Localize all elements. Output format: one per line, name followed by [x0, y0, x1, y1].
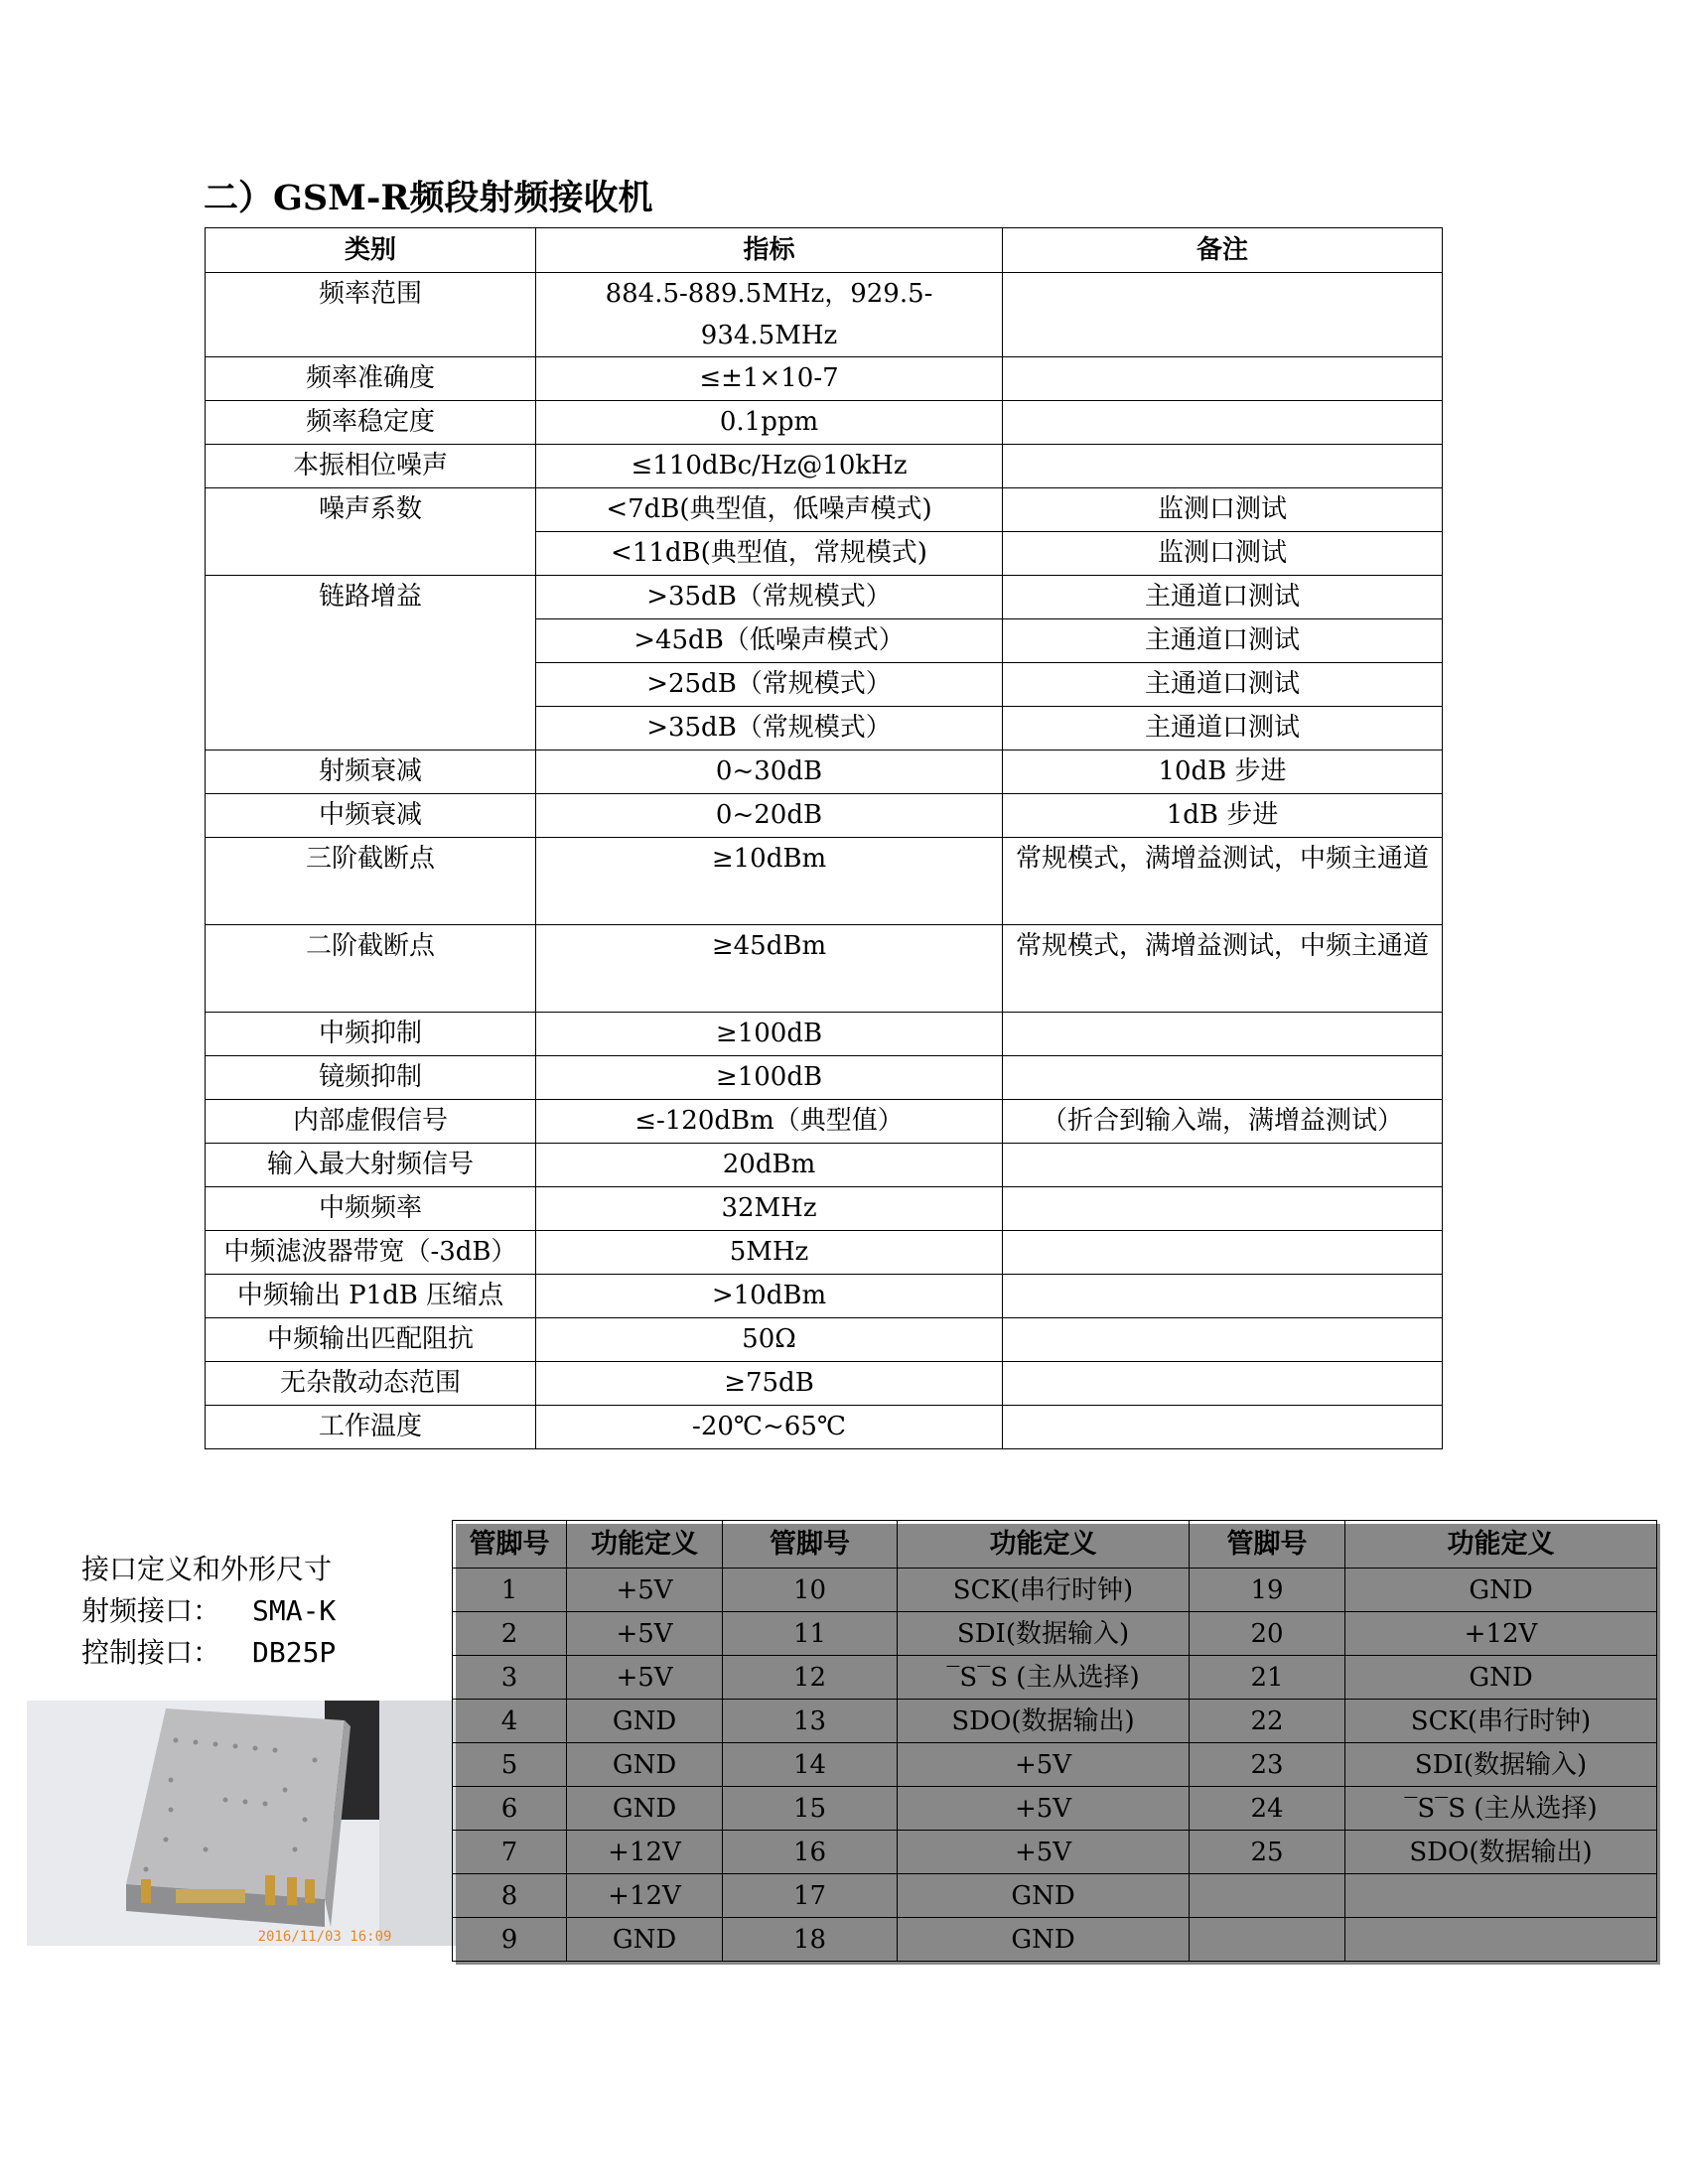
cell-category: 射频衰减 — [206, 751, 536, 794]
pin-row — [453, 1656, 1657, 1700]
cell-note: 主通道口测试 — [1003, 707, 1443, 751]
cell-note: 监测口测试 — [1003, 488, 1443, 532]
table-row — [206, 401, 1443, 445]
cell-spec: ≥45dBm — [536, 925, 1003, 1013]
cell-spec: <7dB(典型值，低噪声模式) — [536, 488, 1003, 532]
cell-pin-function: GND — [1345, 1569, 1657, 1612]
cell-spec: >10dBm — [536, 1275, 1003, 1318]
cell-pin-number — [1190, 1918, 1345, 1962]
cell-pin-function: SDI(数据输入) — [898, 1612, 1190, 1656]
product-photo — [27, 1701, 460, 1946]
table-row — [206, 838, 1443, 925]
cell-category: 二阶截断点 — [206, 925, 536, 1013]
cell-note — [1003, 1318, 1443, 1362]
ctrl-interface-line — [81, 1632, 336, 1674]
cell-spec: 0.1ppm — [536, 401, 1003, 445]
cell-pin-function: ‾S‾S (主从选择) — [1345, 1787, 1657, 1831]
cell-spec: ≥10dBm — [536, 838, 1003, 925]
header-function: 功能定义 — [1345, 1521, 1657, 1569]
cell-category: 无杂散动态范围 — [206, 1362, 536, 1406]
cell-pin-number: 12 — [723, 1656, 898, 1700]
cell-pin-number: 4 — [453, 1700, 567, 1743]
pin-row — [453, 1787, 1657, 1831]
cell-note — [1003, 1144, 1443, 1187]
cell-pin-number: 8 — [453, 1874, 567, 1918]
cell-pin-number: 2 — [453, 1612, 567, 1656]
cell-pin-number: 14 — [723, 1743, 898, 1787]
cell-note — [1003, 1406, 1443, 1449]
rf-interface-label: 射频接口： — [81, 1594, 221, 1627]
cell-category: 频率范围 — [206, 273, 536, 357]
ctrl-interface-label: 控制接口： — [81, 1636, 221, 1669]
cell-spec: 0~30dB — [536, 751, 1003, 794]
cell-category: 中频频率 — [206, 1187, 536, 1231]
rf-interface-line — [81, 1590, 336, 1632]
header-pin: 管脚号 — [1190, 1521, 1345, 1569]
cell-pin-number: 1 — [453, 1569, 567, 1612]
cell-pin-function: SCK(串行时钟) — [1345, 1700, 1657, 1743]
pin-header-row — [453, 1521, 1657, 1569]
cell-pin-function: +5V — [567, 1612, 723, 1656]
cell-spec: >35dB（常规模式） — [536, 576, 1003, 619]
cell-category: 镜频抑制 — [206, 1056, 536, 1100]
pin-table — [452, 1520, 1657, 1962]
cell-pin-number: 20 — [1190, 1612, 1345, 1656]
cell-spec: <11dB(典型值，常规模式) — [536, 532, 1003, 576]
table-row — [206, 273, 1443, 357]
cell-note — [1003, 1275, 1443, 1318]
cell-note: 常规模式，满增益测试，中频主通道 — [1003, 838, 1443, 925]
cell-note — [1003, 1362, 1443, 1406]
cell-category: 中频输出匹配阻抗 — [206, 1318, 536, 1362]
cell-pin-number: 16 — [723, 1831, 898, 1874]
cell-pin-function: GND — [567, 1787, 723, 1831]
table-row — [206, 1275, 1443, 1318]
cell-note — [1003, 357, 1443, 401]
cell-category: 中频输出 P1dB 压缩点 — [206, 1275, 536, 1318]
table-row — [206, 1362, 1443, 1406]
cell-spec: 0~20dB — [536, 794, 1003, 838]
cell-pin-function: +5V — [898, 1743, 1190, 1787]
cell-spec: 50Ω — [536, 1318, 1003, 1362]
cell-note — [1003, 273, 1443, 357]
cell-pin-number: 3 — [453, 1656, 567, 1700]
cell-spec: 32MHz — [536, 1187, 1003, 1231]
cell-pin-number: 11 — [723, 1612, 898, 1656]
cell-category: 中频抑制 — [206, 1013, 536, 1056]
cell-pin-number: 22 — [1190, 1700, 1345, 1743]
table-row — [206, 1013, 1443, 1056]
cell-pin-function: +5V — [567, 1569, 723, 1612]
cell-spec: 20dBm — [536, 1144, 1003, 1187]
rf-interface-value: SMA-K — [252, 1594, 337, 1627]
cell-spec: >35dB（常规模式） — [536, 707, 1003, 751]
pin-row — [453, 1874, 1657, 1918]
cell-category: 链路增益 — [206, 576, 536, 751]
cell-note — [1003, 1187, 1443, 1231]
cell-category: 频率稳定度 — [206, 401, 536, 445]
cell-pin-number: 7 — [453, 1831, 567, 1874]
ctrl-interface-value: DB25P — [252, 1636, 337, 1669]
table-row — [206, 1100, 1443, 1144]
cell-spec: >45dB（低噪声模式） — [536, 619, 1003, 663]
cell-category: 输入最大射频信号 — [206, 1144, 536, 1187]
cell-pin-function — [1345, 1874, 1657, 1918]
cell-pin-function: GND — [898, 1918, 1190, 1962]
cell-pin-function: +5V — [898, 1831, 1190, 1874]
cell-pin-number — [1190, 1874, 1345, 1918]
cell-category: 频率准确度 — [206, 357, 536, 401]
table-row — [206, 488, 1443, 532]
table-row — [206, 445, 1443, 488]
cell-pin-number: 18 — [723, 1918, 898, 1962]
cell-spec: ≤110dBc/Hz@10kHz — [536, 445, 1003, 488]
cell-pin-number: 24 — [1190, 1787, 1345, 1831]
table-row — [206, 357, 1443, 401]
cell-pin-number: 6 — [453, 1787, 567, 1831]
cell-note: 主通道口测试 — [1003, 663, 1443, 707]
cell-pin-function: +5V — [898, 1787, 1190, 1831]
cell-pin-number: 10 — [723, 1569, 898, 1612]
table-row — [206, 925, 1443, 1013]
cell-category: 工作温度 — [206, 1406, 536, 1449]
cell-pin-function: +12V — [567, 1831, 723, 1874]
table-row — [206, 1056, 1443, 1100]
table-row — [206, 1187, 1443, 1231]
cell-pin-function: ‾S‾S (主从选择) — [898, 1656, 1190, 1700]
cell-pin-function — [1345, 1918, 1657, 1962]
pin-row — [453, 1569, 1657, 1612]
cell-category: 内部虚假信号 — [206, 1100, 536, 1144]
cell-note — [1003, 1013, 1443, 1056]
cell-pin-number: 13 — [723, 1700, 898, 1743]
interface-intro — [81, 1549, 336, 1674]
cell-spec: ≥100dB — [536, 1013, 1003, 1056]
table-row — [206, 1406, 1443, 1449]
cell-pin-function: +12V — [1345, 1612, 1657, 1656]
cell-pin-number: 15 — [723, 1787, 898, 1831]
header-pin: 管脚号 — [723, 1521, 898, 1569]
cell-note — [1003, 1231, 1443, 1275]
cell-category: 中频衰减 — [206, 794, 536, 838]
cell-pin-function: GND — [567, 1918, 723, 1962]
cell-pin-function: +12V — [567, 1874, 723, 1918]
header-function: 功能定义 — [898, 1521, 1190, 1569]
cell-pin-function: SCK(串行时钟) — [898, 1569, 1190, 1612]
table-row — [206, 1231, 1443, 1275]
cell-pin-number: 21 — [1190, 1656, 1345, 1700]
cell-pin-number: 5 — [453, 1743, 567, 1787]
module-photo-illustration — [27, 1701, 460, 1946]
header-note: 备注 — [1003, 228, 1443, 273]
cell-pin-function: GND — [567, 1700, 723, 1743]
cell-pin-function: SDO(数据输出) — [1345, 1831, 1657, 1874]
cell-spec: 5MHz — [536, 1231, 1003, 1275]
cell-note: 1dB 步进 — [1003, 794, 1443, 838]
cell-note: 10dB 步进 — [1003, 751, 1443, 794]
cell-pin-number: 23 — [1190, 1743, 1345, 1787]
pin-row — [453, 1831, 1657, 1874]
cell-category: 中频滤波器带宽（-3dB） — [206, 1231, 536, 1275]
cell-spec: -20℃~65℃ — [536, 1406, 1003, 1449]
pin-table-body — [453, 1569, 1657, 1962]
cell-pin-number: 25 — [1190, 1831, 1345, 1874]
cell-pin-number: 19 — [1190, 1569, 1345, 1612]
header-category: 类别 — [206, 228, 536, 273]
pin-row — [453, 1743, 1657, 1787]
cell-spec: ≤±1×10-7 — [536, 357, 1003, 401]
cell-pin-function: GND — [1345, 1656, 1657, 1700]
cell-spec: 884.5-889.5MHz，929.5-934.5MHz — [536, 273, 1003, 357]
table-row — [206, 576, 1443, 619]
cell-pin-function: GND — [898, 1874, 1190, 1918]
cell-spec: >25dB（常规模式） — [536, 663, 1003, 707]
header-function: 功能定义 — [567, 1521, 723, 1569]
cell-category: 噪声系数 — [206, 488, 536, 576]
header-spec: 指标 — [536, 228, 1003, 273]
cell-note: （折合到输入端，满增益测试） — [1003, 1100, 1443, 1144]
cell-pin-function: GND — [567, 1743, 723, 1787]
header-pin: 管脚号 — [453, 1521, 567, 1569]
cell-note: 常规模式，满增益测试，中频主通道 — [1003, 925, 1443, 1013]
cell-note — [1003, 445, 1443, 488]
cell-note: 监测口测试 — [1003, 532, 1443, 576]
pin-row — [453, 1612, 1657, 1656]
table-row — [206, 751, 1443, 794]
pin-row — [453, 1700, 1657, 1743]
interface-heading: 接口定义和外形尺寸 — [81, 1553, 333, 1585]
cell-category: 三阶截断点 — [206, 838, 536, 925]
cell-spec: ≤-120dBm（典型值） — [536, 1100, 1003, 1144]
cell-note — [1003, 1056, 1443, 1100]
cell-pin-number: 17 — [723, 1874, 898, 1918]
pin-row — [453, 1918, 1657, 1962]
cell-note: 主通道口测试 — [1003, 576, 1443, 619]
photo-timestamp: 2016/11/03 16:09 — [257, 1929, 392, 1945]
table-row — [206, 1144, 1443, 1187]
cell-note — [1003, 401, 1443, 445]
section-title: 二）GSM-R频段射频接收机 — [204, 178, 653, 218]
table-row — [206, 794, 1443, 838]
cell-category: 本振相位噪声 — [206, 445, 536, 488]
cell-pin-function: SDO(数据输出) — [898, 1700, 1190, 1743]
cell-pin-function: SDI(数据输入) — [1345, 1743, 1657, 1787]
cell-spec: ≥100dB — [536, 1056, 1003, 1100]
cell-pin-function: +5V — [567, 1656, 723, 1700]
cell-note: 主通道口测试 — [1003, 619, 1443, 663]
spec-table — [205, 227, 1443, 1449]
cell-pin-number: 9 — [453, 1918, 567, 1962]
table-row — [206, 1318, 1443, 1362]
cell-spec: ≥75dB — [536, 1362, 1003, 1406]
spec-header-row — [206, 228, 1443, 273]
